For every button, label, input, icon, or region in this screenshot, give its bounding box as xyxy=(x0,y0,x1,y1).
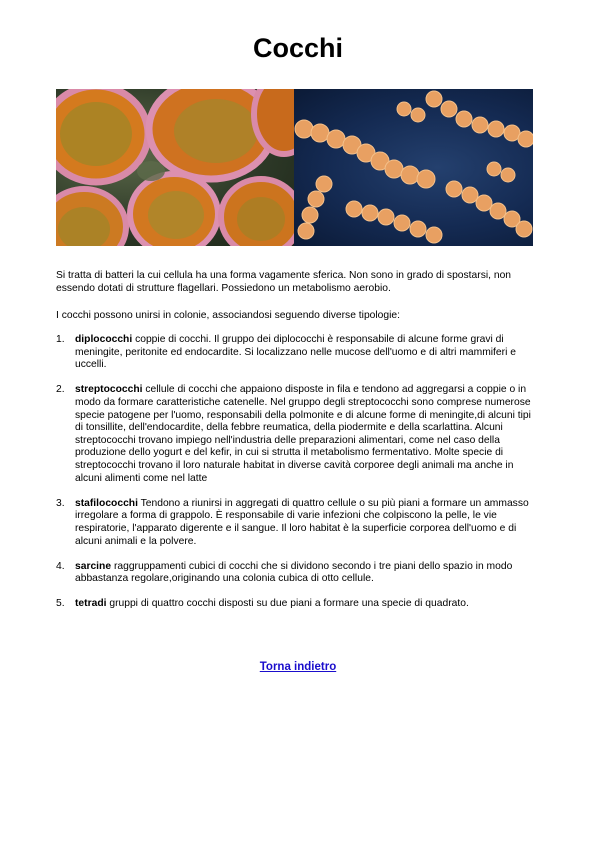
list-number: 4. xyxy=(56,560,65,572)
list-number: 1. xyxy=(56,334,65,345)
list-item xyxy=(56,561,536,586)
list-item xyxy=(56,498,536,548)
diplococci-image xyxy=(56,89,294,246)
list-number: 3. xyxy=(56,497,65,509)
list-item xyxy=(56,384,536,485)
term-tetradi: tetradi xyxy=(75,598,107,610)
page-title: Cocchi xyxy=(252,33,344,63)
term-diplococchi: diplococchi xyxy=(75,334,133,345)
description-sarcine: raggruppamenti cubici di cocchi che si dividono secondo i tre piani dello spazio in modo abbastanza regolare,originando una colonia cubica di otto cellule. xyxy=(75,560,513,585)
term-streptococchi: streptococchi xyxy=(75,384,143,396)
description-diplococchi: coppie di cocchi. Il gruppo dei diplococchi è responsabile di alcune forme gravi di meningite, peritonite ed endocardite. Si localizzano nelle mucose dell'uomo e di altri mammiferi e uccelli. xyxy=(75,334,516,371)
back-link-container xyxy=(0,661,596,673)
intro-paragraph: Si tratta di batteri la cui cellula ha una forma vagamente sferica. Non sono in grado di spostarsi, non essendo dotati di strutture flagellari. Possiedono un metabolismo aerobio. xyxy=(56,270,512,294)
list-item xyxy=(56,598,536,611)
list-number: 5. xyxy=(56,598,65,610)
term-stafilococchi: stafilococchi xyxy=(75,497,138,509)
list-item xyxy=(56,334,536,372)
description-tetradi: gruppi di quattro cocchi disposti su due piani a formare una specie di quadrato. xyxy=(106,598,469,610)
description-streptococchi: cellule di cocchi che appaiono disposte in fila e tendono ad aggregarsi a coppie o in modo da formare caratteristiche catenelle. Nel gruppo degli streptococchi sono comprese numerose specie patogene per l'uomo, responsabili della polmonite e di alcune forme di meningite,di alcuni tipi di tonsillite, dell'endocardite, della febbre reumatica, della piodermite e della scarlattina. Alcuni streptococchi trovano impiego nell'industria delle preparazioni alimentari, come nel caso della produzione dello yogurt e del kefir, in cui si strutta il metabolismo fermentativo. Molte specie di streptococchi trovano il loro naturale habitat in diverse cavità corporee degli animali ma anche in alcuni alimenti come nel latte xyxy=(75,384,531,484)
description-stafilococchi: Tendono a riunirsi in aggregati di quattro cellule o su più piani a formare un ammasso irregolare a forma di grappolo. È responsabile di varie infezioni che colpiscono la pelle, le vie respiratorie, l'apparato digerente e il sangue. Il loro habitat è la superficie corporea dell'uomo e di alcuni animali e la polvere. xyxy=(75,497,529,547)
colonies-paragraph: I cocchi possono unirsi in colonie, associandosi seguendo diverse tipologie: xyxy=(56,310,401,321)
coccus-types-list xyxy=(56,334,536,624)
list-number: 2. xyxy=(56,384,65,396)
bacteria-figure xyxy=(56,89,533,246)
back-link[interactable]: Torna indietro xyxy=(259,661,337,673)
streptococci-image xyxy=(294,89,533,246)
term-sarcine: sarcine xyxy=(75,560,112,572)
